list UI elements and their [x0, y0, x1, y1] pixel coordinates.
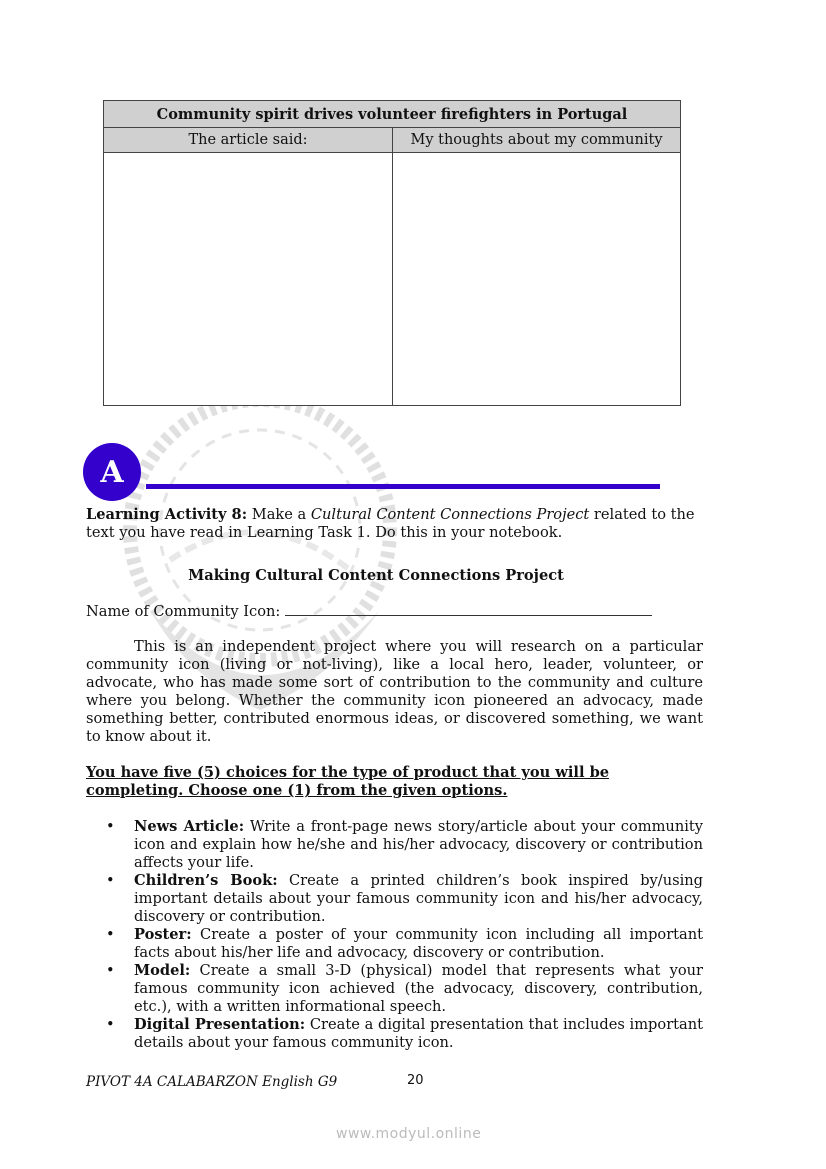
list-item: [86, 926, 703, 962]
list-item: [86, 1016, 703, 1052]
project-intro-paragraph: This is an independent project where you will research on a particular community icon (living or not-living), like a local hero, leader, volunteer, or advocate, who has made some sort of contribution to the community and culture where you belong. Whether the community icon pioneered an advocacy, made something better, contributed enormous ideas, or discovered something, we want to know about it.: [86, 638, 703, 745]
bullet-icon: •: [106, 872, 115, 889]
page-number: 20: [407, 1073, 424, 1088]
option-label: News Article:: [134, 818, 245, 835]
project-title: Making Cultural Content Connections Project: [188, 567, 564, 584]
footer-title: PIVOT 4A CALABARZON English G9: [86, 1074, 338, 1090]
article-reflection-table: [103, 100, 681, 406]
name-label: Name of Community Icon:: [86, 603, 285, 620]
option-text: Write a front-page news story/article about your community icon and explain how he/she and his/her advocacy, discovery or contribution affects your life.: [134, 818, 703, 871]
column-header-my-thoughts: My thoughts about my community: [393, 128, 681, 153]
learning-activity-instruction: [86, 506, 703, 542]
option-label: Poster:: [134, 926, 192, 943]
community-icon-name-field: [86, 602, 703, 621]
name-blank-input[interactable]: [285, 602, 652, 616]
list-item: [86, 872, 703, 926]
article-said-cell[interactable]: [104, 153, 393, 406]
section-a-badge: [83, 443, 141, 501]
bullet-icon: •: [106, 962, 115, 979]
option-text: Create a small 3-D (physical) model that represents what your famous community icon achieved (the advocacy, discovery, contribution, etc.), with a written informational speech.: [134, 962, 703, 1015]
bullet-icon: •: [106, 926, 115, 943]
list-item: [86, 818, 703, 872]
project-name: Cultural Content Connections Project: [310, 506, 590, 523]
option-label: Model:: [134, 962, 191, 979]
bullet-icon: •: [106, 1016, 115, 1033]
option-text: Create a printed children’s book inspired by/using important details about your famous community icon and his/her advocacy, discovery or contribution.: [134, 872, 703, 925]
badge-letter: A: [100, 454, 124, 490]
option-label: Digital Presentation:: [134, 1016, 306, 1033]
section-divider-line: [146, 484, 660, 489]
product-options-list: [86, 818, 703, 1052]
option-text: Create a poster of your community icon including all important facts about his/her life and advocacy, discovery or contribution.: [134, 926, 703, 961]
option-text: Create a digital presentation that includes important details about your famous community icon.: [134, 1016, 703, 1051]
activity-label: Learning Activity 8:: [86, 506, 248, 523]
activity-text: Make a: [247, 506, 311, 523]
list-item: [86, 962, 703, 1016]
activity-text-after: related to the text you have read in Learning Task 1. Do this in your notebook.: [86, 506, 695, 541]
bullet-icon: •: [106, 818, 115, 835]
option-label: Children’s Book:: [134, 872, 278, 889]
column-header-article-said: The article said:: [104, 128, 393, 153]
table-title: Community spirit drives volunteer firefighters in Portugal: [104, 101, 681, 128]
website-watermark: www.modyul.online: [336, 1126, 482, 1142]
my-thoughts-cell[interactable]: [393, 153, 681, 406]
choices-heading: You have five (5) choices for the type of product that you will be completing. Choose one (1) from the given options.: [86, 764, 610, 799]
